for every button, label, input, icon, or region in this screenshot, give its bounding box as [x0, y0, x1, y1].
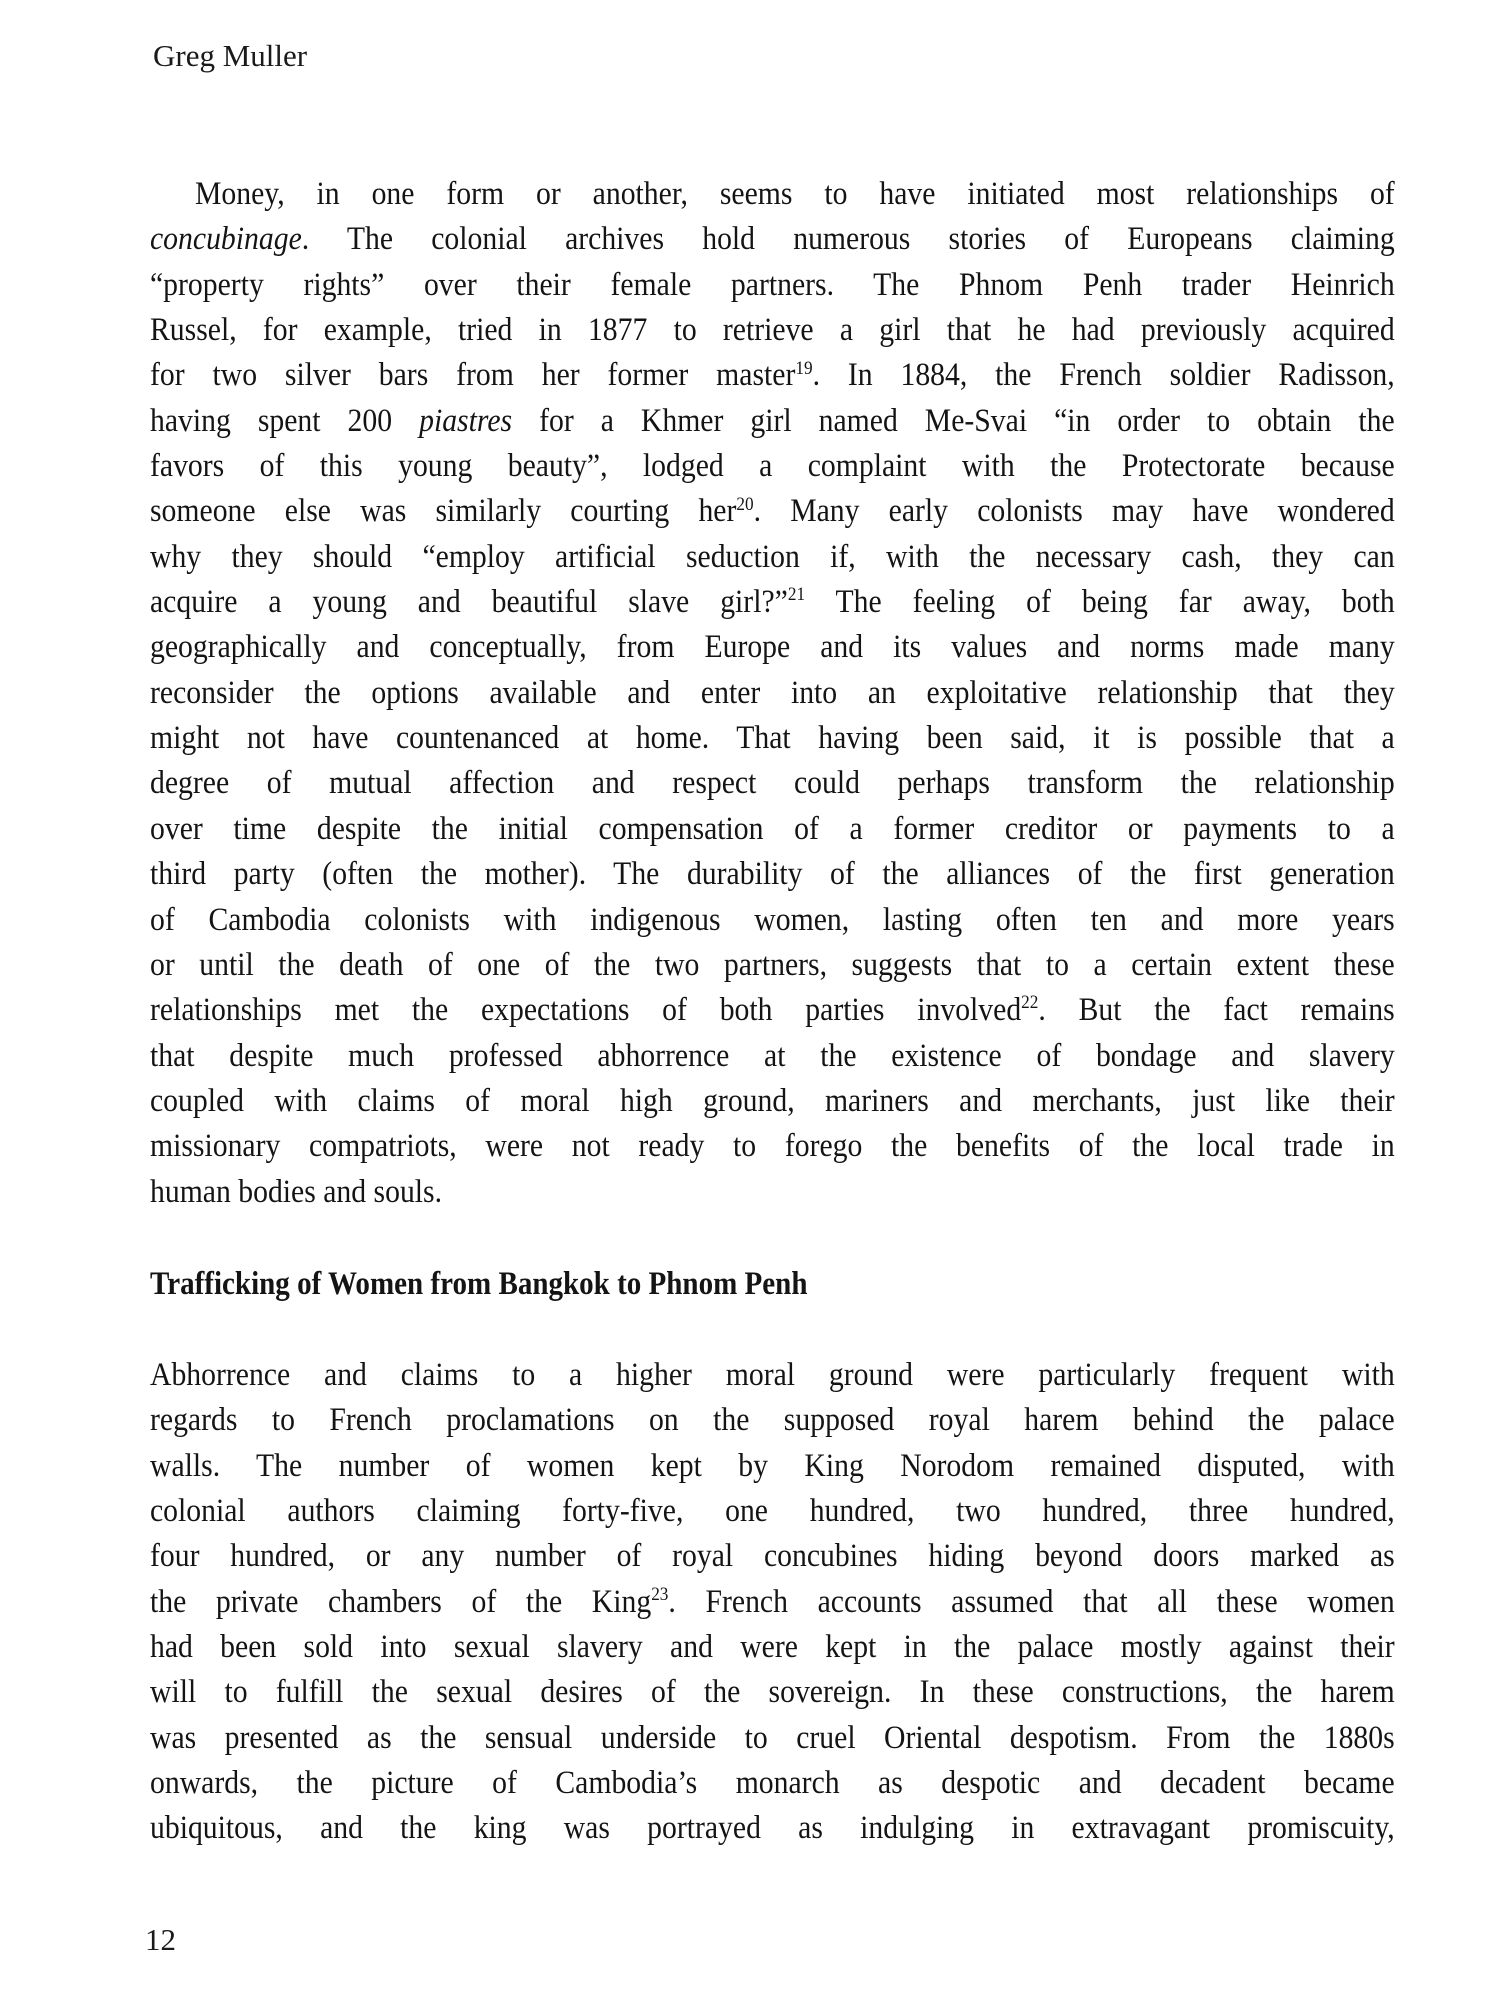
text-run: degree of mutual affection and respect could perhaps transform the relationship [150, 765, 1395, 802]
text-run: over time despite the initial compensation of a former creditor or payments to a [150, 810, 1395, 847]
italic-term: concubinage [150, 221, 302, 258]
text-run: regards to French proclamations on the supposed royal harem behind the palace [150, 1402, 1395, 1439]
text-line [150, 761, 1395, 806]
text-run: for two silver bars from her former master [150, 357, 796, 394]
text-run: four hundred, or any number of royal concubines hiding beyond doors marked as [150, 1538, 1395, 1575]
text-line [150, 535, 1395, 580]
text-run: someone else was similarly courting her [150, 493, 737, 530]
text-run: Abhorrence and claims to a higher moral ground were particularly frequent with [150, 1357, 1395, 1393]
text-run: why they should “employ artificial seduction if, with the necessary cash, they can [150, 538, 1395, 575]
text-line [150, 671, 1395, 716]
text-run: for a Khmer girl named Me-Svai “in order to obtain the [512, 402, 1395, 439]
text-run: Money, in one form or another, seems to have initiated most relationships of [195, 176, 1395, 212]
text-run: favors of this young beauty”, lodged a complaint with the Protectorate because [150, 448, 1395, 485]
text-line [150, 1034, 1395, 1079]
text-line [150, 1580, 1395, 1625]
text-run: . Many early colonists may have wondered [753, 493, 1395, 530]
text-run: having spent 200 [150, 402, 420, 439]
text-run: The feeling of being far away, both [805, 584, 1395, 621]
text-run: the private chambers of the King [150, 1583, 652, 1620]
text-line [150, 353, 1395, 398]
text-run: . French accounts assumed that all these women [668, 1583, 1395, 1620]
text-line [150, 1670, 1395, 1715]
text-line [150, 263, 1395, 308]
text-line [150, 489, 1395, 534]
footnote-ref: 23 [651, 1583, 669, 1605]
text-line [150, 1489, 1395, 1534]
text-line [150, 1353, 1395, 1398]
text-line [150, 1124, 1395, 1169]
text-run: third party (often the mother). The durability of the alliances of the first generation [150, 856, 1395, 893]
text-run: human bodies and souls. [150, 1173, 443, 1210]
text-run: onwards, the picture of Cambodia’s monarch as despotic and decadent became [150, 1765, 1395, 1802]
text-run: “property rights” over their female partners. The Phnom Penh trader Heinrich [150, 266, 1395, 303]
text-run: . But the fact remains [1038, 992, 1395, 1029]
text-run: that despite much professed abhorrence at the existence of bondage and slavery [150, 1037, 1395, 1074]
text-line [150, 716, 1395, 761]
text-run: relationships met the expectations of both parties involved [150, 992, 1022, 1029]
text-run: or until the death of one of the two partners, suggests that to a certain extent these [150, 946, 1395, 983]
text-line [150, 1398, 1395, 1443]
text-line [150, 1079, 1395, 1124]
section-heading: Trafficking of Women from Bangkok to Phnom Penh [150, 1266, 808, 1302]
text-run: missionary compatriots, were not ready to forego the benefits of the local trade in [150, 1128, 1395, 1165]
text-run: colonial authors claiming forty-five, one hundred, two hundred, three hundred, [150, 1493, 1395, 1530]
text-line [150, 1170, 1395, 1215]
text-line [150, 308, 1395, 353]
text-line [150, 1625, 1395, 1670]
text-line [150, 1444, 1395, 1489]
text-run: walls. The number of women kept by King Norodom remained disputed, with [150, 1447, 1395, 1484]
text-line [150, 580, 1395, 625]
footnote-ref: 21 [787, 584, 806, 606]
text-run: geographically and conceptually, from Europe and its values and norms made many [150, 629, 1395, 666]
body-paragraph-1 [150, 172, 1395, 1215]
text-line [150, 217, 1395, 262]
text-line [150, 1534, 1395, 1579]
text-run: . In 1884, the French soldier Radisson, [812, 357, 1395, 394]
text-run: reconsider the options available and enter into an exploitative relationship that they [150, 674, 1395, 711]
text-line [150, 852, 1395, 897]
page-number: 12 [145, 1922, 176, 1957]
text-line [150, 625, 1395, 670]
text-run: will to fulfill the sexual desires of the sovereign. In these constructions, the harem [150, 1674, 1395, 1711]
text-run: had been sold into sexual slavery and were kept in the palace mostly against their [150, 1629, 1395, 1666]
text-run: ubiquitous, and the king was portrayed as indulging in extravagant promiscuity, [150, 1810, 1395, 1847]
text-run: . The colonial archives hold numerous stories of Europeans claiming [301, 221, 1395, 258]
running-head-author: Greg Muller [153, 38, 308, 73]
text-line [150, 399, 1395, 444]
text-line [150, 943, 1395, 988]
text-line [150, 1761, 1395, 1806]
text-run: Russel, for example, tried in 1877 to retrieve a girl that he had previously acquired [150, 312, 1395, 349]
text-line [150, 807, 1395, 852]
text-line [150, 444, 1395, 489]
text-line [150, 172, 1395, 217]
body-paragraph-2 [150, 1353, 1395, 1852]
text-run: might not have countenanced at home. That having been said, it is possible that a [150, 720, 1395, 757]
text-run: was presented as the sensual underside to cruel Oriental despotism. From the 1880s [150, 1719, 1395, 1756]
text-line [150, 1806, 1395, 1851]
text-run: acquire a young and beautiful slave girl?” [150, 584, 788, 621]
text-run: coupled with claims of moral high ground, mariners and merchants, just like their [150, 1082, 1395, 1119]
footnote-ref: 19 [795, 357, 813, 379]
text-line [150, 1716, 1395, 1761]
text-line [150, 898, 1395, 943]
footnote-ref: 20 [736, 493, 754, 515]
italic-term: piastres [419, 402, 513, 439]
footnote-ref: 22 [1021, 992, 1039, 1014]
text-line [150, 988, 1395, 1033]
text-run: of Cambodia colonists with indigenous women, lasting often ten and more years [150, 901, 1395, 938]
